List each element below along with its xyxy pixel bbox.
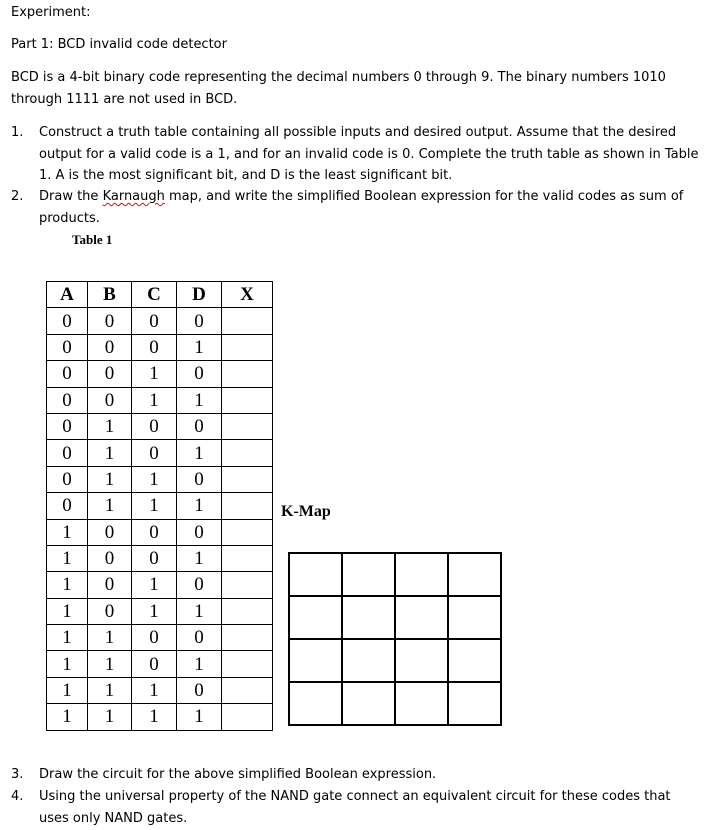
step-1-line-2: output for a valid code is a 1, and for an invalid code is 0. Complete the truth table as shown in Table xyxy=(39,146,699,162)
cell-x[interactable] xyxy=(222,440,273,466)
cell-c: 0 xyxy=(132,308,177,334)
kmap-cell[interactable] xyxy=(395,596,448,639)
cell-d: 1 xyxy=(177,440,222,466)
cell-a: 0 xyxy=(47,308,88,334)
karnaugh-spelling-flag: Karnaugh xyxy=(102,189,165,204)
cell-b: 1 xyxy=(88,651,132,677)
table-row xyxy=(47,625,273,651)
cell-x[interactable] xyxy=(222,598,273,624)
cell-a: 0 xyxy=(47,440,88,466)
table-row xyxy=(47,493,273,519)
step-2-line-2: products. xyxy=(39,210,100,226)
cell-a: 1 xyxy=(47,598,88,624)
truth-table xyxy=(46,281,273,731)
part-title: Part 1: BCD invalid code detector xyxy=(11,37,227,52)
kmap-cell[interactable] xyxy=(289,682,342,725)
kmap-cell[interactable] xyxy=(448,596,501,639)
cell-a: 1 xyxy=(47,677,88,703)
table-caption: Table 1 xyxy=(72,232,113,247)
truth-table-header-row xyxy=(47,282,273,308)
table-row xyxy=(47,413,273,439)
cell-c: 1 xyxy=(132,572,177,598)
intro-paragraph xyxy=(11,67,703,111)
cell-x[interactable] xyxy=(222,519,273,545)
table-row xyxy=(47,440,273,466)
cell-c: 1 xyxy=(132,677,177,703)
cell-b: 0 xyxy=(88,545,132,571)
cell-b: 1 xyxy=(88,413,132,439)
step-2-number: 2. xyxy=(11,189,24,204)
cell-x[interactable] xyxy=(222,361,273,387)
kmap-row xyxy=(289,682,501,725)
cell-x[interactable] xyxy=(222,704,273,730)
cell-a: 0 xyxy=(47,413,88,439)
header-c: C xyxy=(132,282,177,308)
experiment-heading: Experiment: xyxy=(11,5,91,20)
cell-b: 1 xyxy=(88,440,132,466)
cell-b: 0 xyxy=(88,598,132,624)
cell-x[interactable] xyxy=(222,545,273,571)
kmap-cell[interactable] xyxy=(448,639,501,682)
step-4-line-2: uses only NAND gates. xyxy=(39,810,188,826)
cell-d: 0 xyxy=(177,677,222,703)
cell-d: 1 xyxy=(177,704,222,730)
kmap-cell[interactable] xyxy=(289,596,342,639)
cell-d: 1 xyxy=(177,334,222,360)
cell-d: 1 xyxy=(177,493,222,519)
cell-b: 0 xyxy=(88,308,132,334)
step-1-number: 1. xyxy=(11,125,24,140)
kmap-cell[interactable] xyxy=(448,682,501,725)
kmap-row xyxy=(289,553,501,596)
step-2-line-1 xyxy=(39,186,703,208)
cell-x[interactable] xyxy=(222,466,273,492)
cell-c: 0 xyxy=(132,545,177,571)
kmap-cell[interactable] xyxy=(342,682,395,725)
kmap-label: K-Map xyxy=(281,503,331,520)
cell-d: 0 xyxy=(177,466,222,492)
kmap-cell[interactable] xyxy=(448,553,501,596)
table-row xyxy=(47,598,273,624)
kmap-cell[interactable] xyxy=(342,639,395,682)
kmap-cell[interactable] xyxy=(289,639,342,682)
cell-b: 0 xyxy=(88,361,132,387)
step-1-text xyxy=(39,122,703,187)
cell-a: 0 xyxy=(47,334,88,360)
cell-a: 0 xyxy=(47,493,88,519)
cell-a: 1 xyxy=(47,625,88,651)
cell-c: 1 xyxy=(132,598,177,624)
step-2-before: Draw the xyxy=(39,189,103,204)
table-row xyxy=(47,308,273,334)
step-4-line-1: Using the universal property of the NAND gate connect an equivalent circuit for these codes that xyxy=(39,789,671,804)
step-1-line-1: Construct a truth table containing all possible inputs and desired output. Assume that the desired xyxy=(39,125,677,140)
cell-c: 0 xyxy=(132,334,177,360)
step-2-after: map, and write the simplified Boolean expression for the valid codes as sum of xyxy=(164,189,684,204)
cell-x[interactable] xyxy=(222,625,273,651)
header-d: D xyxy=(177,282,222,308)
cell-a: 1 xyxy=(47,651,88,677)
kmap-cell[interactable] xyxy=(342,553,395,596)
cell-d: 0 xyxy=(177,361,222,387)
cell-d: 1 xyxy=(177,598,222,624)
cell-b: 0 xyxy=(88,334,132,360)
cell-x[interactable] xyxy=(222,334,273,360)
step-2-text xyxy=(39,186,703,229)
cell-d: 1 xyxy=(177,545,222,571)
table-row xyxy=(47,466,273,492)
table-row xyxy=(47,704,273,730)
cell-b: 0 xyxy=(88,519,132,545)
cell-b: 1 xyxy=(88,625,132,651)
kmap-row xyxy=(289,639,501,682)
cell-b: 1 xyxy=(88,677,132,703)
cell-d: 1 xyxy=(177,651,222,677)
step-3-number: 3. xyxy=(11,767,24,782)
kmap-cell[interactable] xyxy=(395,553,448,596)
cell-c: 0 xyxy=(132,625,177,651)
table-row xyxy=(47,519,273,545)
cell-a: 1 xyxy=(47,545,88,571)
kmap-row xyxy=(289,596,501,639)
cell-x[interactable] xyxy=(222,572,273,598)
truth-table-body xyxy=(47,308,273,730)
cell-b: 0 xyxy=(88,572,132,598)
intro-line-1: BCD is a 4-bit binary code representing the decimal numbers 0 through 9. The binary numbers 1010 xyxy=(11,70,666,85)
cell-c: 0 xyxy=(132,519,177,545)
cell-x[interactable] xyxy=(222,677,273,703)
kmap-cell[interactable] xyxy=(395,639,448,682)
cell-a: 1 xyxy=(47,519,88,545)
cell-c: 1 xyxy=(132,361,177,387)
cell-x[interactable] xyxy=(222,651,273,677)
cell-b: 1 xyxy=(88,704,132,730)
cell-x[interactable] xyxy=(222,387,273,413)
cell-a: 1 xyxy=(47,704,88,730)
cell-d: 0 xyxy=(177,625,222,651)
cell-x[interactable] xyxy=(222,308,273,334)
table-row xyxy=(47,545,273,571)
kmap-cell[interactable] xyxy=(342,596,395,639)
header-b: B xyxy=(88,282,132,308)
intro-line-2: through 1111 are not used in BCD. xyxy=(11,92,238,107)
cell-a: 0 xyxy=(47,466,88,492)
cell-c: 0 xyxy=(132,440,177,466)
kmap-cell[interactable] xyxy=(395,682,448,725)
cell-a: 1 xyxy=(47,572,88,598)
table-row xyxy=(47,651,273,677)
table-row xyxy=(47,677,273,703)
cell-d: 0 xyxy=(177,308,222,334)
step-3-text xyxy=(39,764,703,786)
kmap-grid xyxy=(288,552,502,726)
step-4-number: 4. xyxy=(11,789,24,804)
step-3-line-1: Draw the circuit for the above simplified Boolean expression. xyxy=(39,767,437,782)
cell-x[interactable] xyxy=(222,413,273,439)
cell-c: 1 xyxy=(132,466,177,492)
cell-c: 1 xyxy=(132,387,177,413)
kmap-cell[interactable] xyxy=(289,553,342,596)
cell-b: 1 xyxy=(88,466,132,492)
cell-c: 0 xyxy=(132,413,177,439)
header-a: A xyxy=(47,282,88,308)
cell-a: 0 xyxy=(47,387,88,413)
cell-x[interactable] xyxy=(222,493,273,519)
cell-d: 1 xyxy=(177,387,222,413)
cell-d: 0 xyxy=(177,519,222,545)
table-row xyxy=(47,361,273,387)
table-row xyxy=(47,387,273,413)
cell-c: 1 xyxy=(132,704,177,730)
header-x: X xyxy=(222,282,273,308)
cell-d: 0 xyxy=(177,413,222,439)
cell-c: 1 xyxy=(132,493,177,519)
cell-a: 0 xyxy=(47,361,88,387)
cell-b: 0 xyxy=(88,387,132,413)
cell-d: 0 xyxy=(177,572,222,598)
step-4-text xyxy=(39,786,703,829)
step-1-line-3: 1. A is the most significant bit, and D is the least significant bit. xyxy=(39,168,453,183)
table-row xyxy=(47,572,273,598)
cell-b: 1 xyxy=(88,493,132,519)
cell-c: 0 xyxy=(132,651,177,677)
table-row xyxy=(47,334,273,360)
